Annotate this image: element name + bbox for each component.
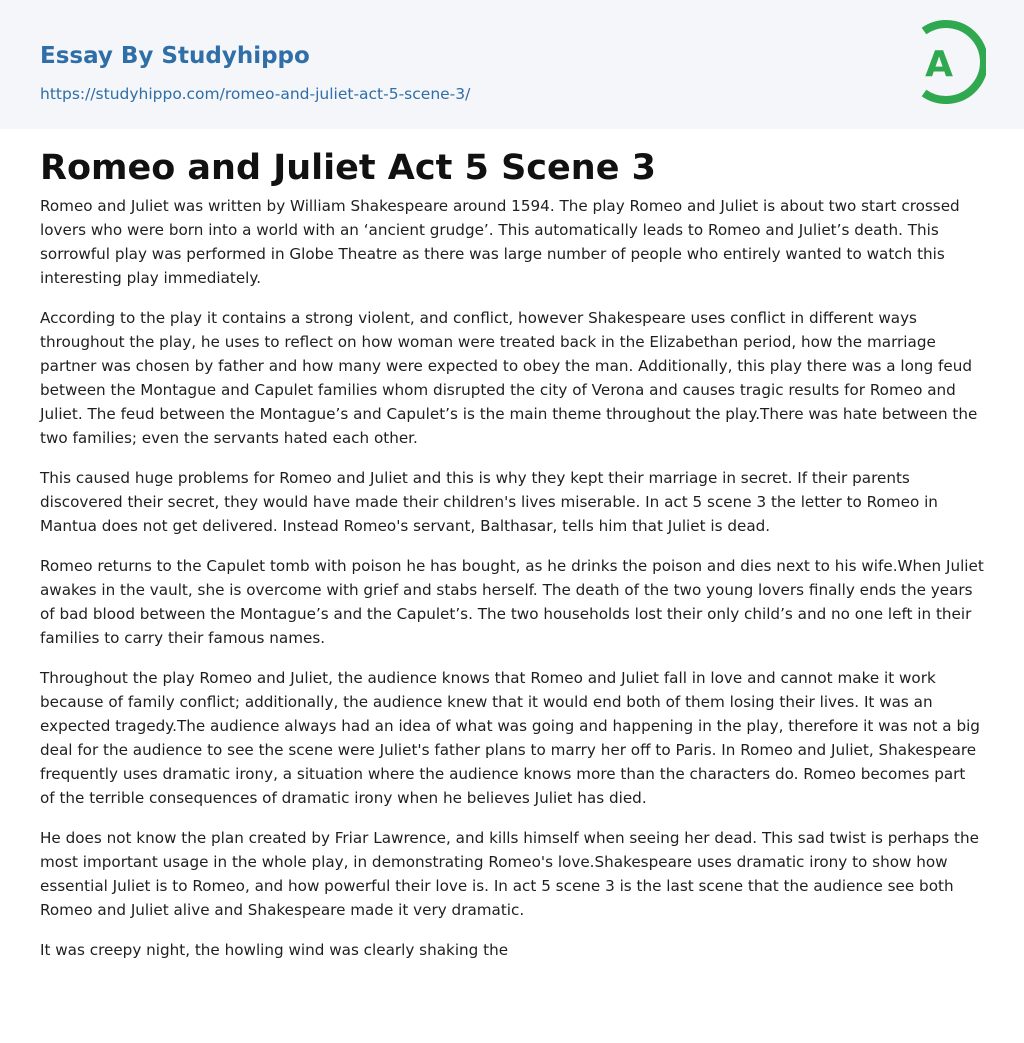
essay-paragraph-7: It was creepy night, the howling wind was clearly shaking the bbox=[40, 941, 509, 959]
essay-paragraph-1: Romeo and Juliet was written by William Shakespeare around 1594. The play Romeo and Juliet is about two start crossed lovers who were born into a world with an ‘ancient grudge’. This automatically leads to Romeo and Juliet’s death. This sorrowful play was performed in Globe Theatre as there was large number of people who entirely wanted to watch this interesting play immediately. bbox=[40, 197, 960, 287]
logo-letter: A bbox=[925, 44, 953, 85]
essay-paragraph-5: Throughout the play Romeo and Juliet, the audience knows that Romeo and Juliet fall in love and cannot make it work because of family conflict; additionally, the audience knew that it would end both of them losing their lives. It was an expected tragedy.The audience always had an idea of what was going and happening in the play, therefore it was not a big deal for the audience to see the scene were Juliet's father plans to marry her off to Paris. In Romeo and Juliet, Shakespeare frequently uses dramatic irony, a situation where the audience knows more than the characters do. Romeo becomes part of the terrible consequences of dramatic irony when he believes Juliet has died. bbox=[40, 669, 980, 807]
essay-paragraph-4: Romeo returns to the Capulet tomb with poison he has bought, as he drinks the poison and dies next to his wife.When Juliet awakes in the vault, she is overcome with grief and stabs herself. The death of the two young lovers finally ends the years of bad blood between the Montague’s and the Capulet’s. The two households lost their only child’s and no one left in their families to carry their famous names. bbox=[40, 557, 984, 647]
essay-paragraph-6: He does not know the plan created by Friar Lawrence, and kills himself when seeing her dead. This sad twist is perhaps the most important usage in the whole play, in demonstrating Romeo's love.Shakespeare uses dramatic irony to show how essential Juliet is to Romeo, and how powerful their love is. In act 5 scene 3 is the last scene that the audience see both Romeo and Juliet alive and Shakespeare made it very dramatic. bbox=[40, 829, 979, 919]
brand-title[interactable]: Essay By Studyhippo bbox=[40, 43, 310, 69]
essay-url-link[interactable]: https://studyhippo.com/romeo-and-juliet-act-5-scene-3/ bbox=[40, 85, 471, 103]
essay-body bbox=[40, 194, 984, 962]
essay-paragraph-2: According to the play it contains a strong violent, and conflict, however Shakespeare uses conflict in different ways throughout the play, he uses to reflect on how woman were treated back in the Elizabethan period, how the marriage partner was chosen by father and how many were expected to obey the man. Additionally, this play there was a long feud between the Montague and Capulet families whom disrupted the city of Verona and causes tragic results for Romeo and Juliet. The feud between the Montague’s and Capulet’s is the main theme throughout the play.There was hate between the two families; even the servants hated each other. bbox=[40, 309, 978, 447]
page-title: Romeo and Juliet Act 5 Scene 3 bbox=[40, 148, 656, 188]
essay-paragraph-3: This caused huge problems for Romeo and Juliet and this is why they kept their marriage in secret. If their parents discovered their secret, they would have made their children's lives miserable. In act 5 scene 3 the letter to Romeo in Mantua does not get delivered. Instead Romeo's servant, Balthasar, tells him that Juliet is dead. bbox=[40, 469, 938, 535]
